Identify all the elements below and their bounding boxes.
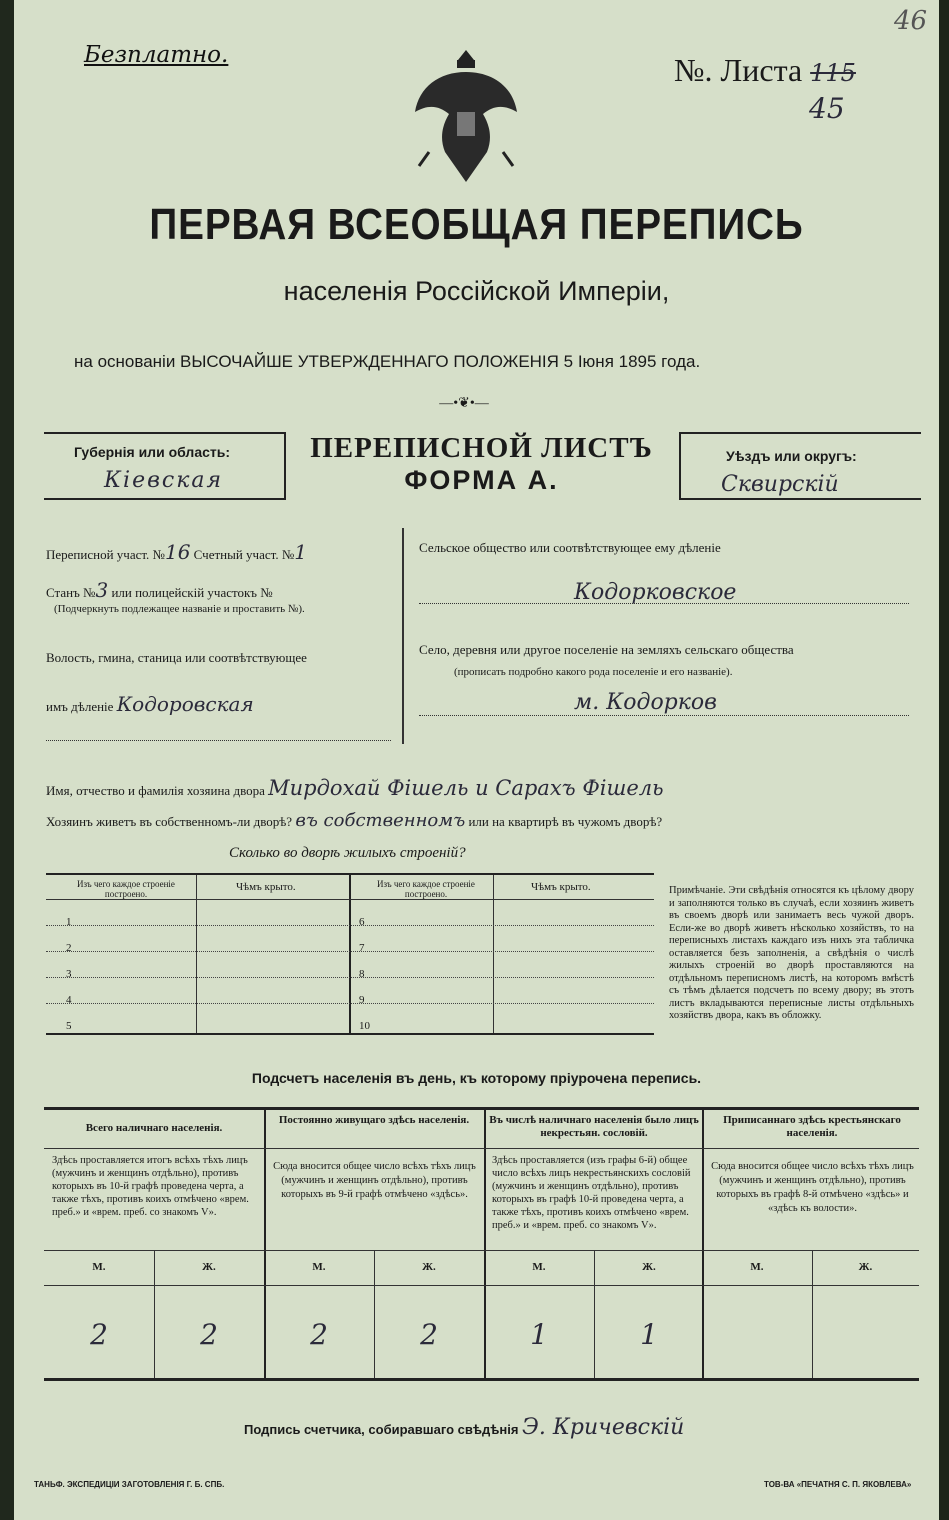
permanent-male-value: 2: [310, 1318, 328, 1351]
row-number: 2: [66, 942, 72, 954]
sheet-number-label: №. Листа 115: [674, 52, 856, 88]
legal-basis-line: на основаніи ВЫСОЧАЙШЕ УТВЕРЖДЕННАГО ПОЛОЖЕНІЯ 5 Іюня 1895 года.: [74, 352, 701, 371]
society-line: [419, 603, 909, 604]
population-title: Подсчетъ населенія въ день, къ которому пріурочена перепись.: [251, 1070, 702, 1086]
buildings-question: Сколько во дворѣ жилыхъ строеній?: [229, 845, 466, 861]
stan-line: Станъ №3 или полицейскій участокъ №: [46, 578, 273, 602]
footer-right: ТОВ-ВА «ПЕЧАТНЯ С. П. ЯКОВЛЕВА»: [764, 1480, 912, 1489]
assigned-header: Приписаннаго здѣсь крестьянскаго населенія.: [723, 1114, 901, 1139]
male-header: М.: [92, 1261, 106, 1273]
male-header: М.: [532, 1261, 546, 1273]
sheet-number-handwritten: 45: [809, 92, 845, 125]
row-number: 6: [359, 916, 365, 928]
non-peasant-header: Въ числѣ наличнаго населенія было лицъ некрестьян. сословій.: [489, 1114, 699, 1139]
row-number: 4: [66, 994, 72, 1006]
col-material-header: Изъ чего каждое строеніе построено.: [77, 879, 175, 899]
form-title: ПЕРЕПИСНОЙ ЛИСТЪ: [310, 432, 653, 464]
male-header: М.: [312, 1261, 326, 1273]
owner-line: Имя, отчество и фамилія хозяина двора Мирдохай Фішель и Сарахъ Фішель: [46, 776, 664, 800]
village-line: [419, 715, 909, 716]
non-peasant-female-value: 1: [640, 1318, 658, 1351]
village-label: Село, деревня или другое поселеніе на земляхъ сельскаго общества: [419, 642, 794, 657]
subtitle: населенія Россійской Имперіи,: [283, 276, 670, 306]
form-title-block: [284, 432, 679, 496]
census-section-line: Переписной участ. №16 Счетный участ. №1: [46, 540, 307, 564]
female-header: Ж.: [642, 1261, 656, 1273]
province-box: [44, 432, 286, 500]
total-present-header: Всего наличнаго населенія.: [85, 1122, 223, 1134]
census-form-page: [14, 0, 939, 1520]
col-roof-header-2: Чѣмъ крыто.: [531, 881, 591, 893]
society-label: Сельское общество или соотвѣтствующее ему дѣленіе: [419, 540, 721, 555]
rows-right: [359, 909, 370, 1039]
male-header: М.: [750, 1261, 764, 1273]
non-peasant-desc: Здѣсь проставляется (изъ графы 6-й) общее число всѣхъ лицъ некрестьянскихъ сословій (мужчинъ и женщинъ отдѣльно), противъ которыхъ въ графѣ 10-й проведена черта, а также тѣхъ, противъ коихъ отмѣчено «врем. преб.» и «врем. преб. со знакомъ V».: [492, 1155, 691, 1231]
main-title: ПЕРВАЯ ВСЕОБЩАЯ ПЕРЕПИСЬ: [149, 200, 804, 249]
buildings-table: [46, 873, 654, 1035]
row-number: 1: [66, 916, 72, 928]
female-header: Ж.: [858, 1261, 873, 1273]
female-header: Ж.: [422, 1261, 436, 1273]
signature-line: Подпись счетчика, собиравшаго свѣдѣнія Э. Кричевскій: [244, 1415, 685, 1440]
note-text: Примѣчаніе. Эти свѣдѣнія относятся къ цѣлому двору и заполняются только въ случаѣ, если хозяинъ живетъ въ своемъ дворѣ или занимаетъ весь чужой дворъ. Если-же во дворѣ живетъ нѣсколько хозяйствъ, то на переписныхъ листахъ каждаго изъ нихъ эта табличка оставляется безъ заполненія, а свѣдѣнія о числѣ жилыхъ строеній во дворѣ проставляются на отдѣльномъ переписномъ листѣ, на которомъ вмѣстѣ съ тѣмъ дѣлается подсчетъ по всему двору; въ этотъ листъ вкладываются переписные листы отдѣльныхъ хозяйствъ двора, какъ въ обложку.: [669, 885, 914, 1021]
permanent-female-value: 2: [420, 1318, 438, 1351]
col-material-header-2: Изъ чего каждое строеніе построено.: [377, 879, 475, 899]
non-peasant-male-value: 1: [530, 1318, 548, 1351]
district-box: [679, 432, 921, 500]
footer-left: ТАНЬФ. ЭКСПЕДИЦІИ ЗАГОТОВЛЕНІЯ Г. Б. СПБ.: [34, 1480, 225, 1489]
volost-extra-line: [46, 740, 391, 741]
free-label: Безплатно.: [84, 42, 229, 68]
village-note: (прописать подробно какого рода поселеніе и его названіе).: [454, 666, 733, 678]
corner-pencil-number: 46: [894, 6, 928, 36]
total-female-value: 2: [200, 1318, 218, 1351]
province-label: Губернія или область:: [74, 444, 231, 460]
row-number: 9: [359, 994, 365, 1006]
row-number: 3: [66, 968, 72, 980]
permanent-desc: Сюда вносится общее число всѣхъ тѣхъ лицъ (мужчинъ и женщинъ отдѣльно), противъ которыхъ въ 9-й графѣ отмѣчено «здѣсь».: [273, 1161, 476, 1200]
residence-line: Хозяинъ живетъ въ собственномъ-ли дворѣ? въ собственномъ или на квартирѣ въ чужомъ дворѣ?: [46, 810, 663, 831]
society-value: Кодорковское: [574, 580, 737, 605]
permanent-header: Постоянно живущаго здѣсь населенія.: [278, 1114, 470, 1126]
district-label: Уѣздъ или округъ:: [726, 448, 857, 464]
page-edge: [0, 0, 14, 1520]
female-header: Ж.: [202, 1261, 216, 1273]
row-number: 7: [359, 942, 365, 954]
volost-line: имъ дѣленіе Кодоровская: [46, 692, 254, 716]
ornament-divider: —•❦•—: [439, 396, 489, 411]
col-roof-header: Чѣмъ крыто.: [236, 881, 296, 893]
village-value: м. Кодорков: [574, 690, 717, 715]
volost-label: Волость, гмина, станица или соотвѣтствующее: [46, 650, 307, 665]
assigned-desc: Сюда вносится общее число всѣхъ тѣхъ лицъ (мужчинъ и женщинъ отдѣльно), противъ которыхъ въ графѣ 8-й отмѣчено «здѣсь» и «здѣсь къ волости».: [711, 1161, 914, 1214]
total-present-desc: Здѣсь проставляется итогъ всѣхъ тѣхъ лицъ (мужчинъ и женщинъ отдѣльно), противъ которыхъ въ 10-й графѣ проведена черта, а также тѣхъ, противъ коихъ отмѣчено «врем. преб.» и «врем. преб. со знакомъ V».: [52, 1155, 249, 1218]
form-subtitle: ФОРМА А.: [404, 465, 559, 495]
column-divider: [402, 528, 404, 744]
population-table: [44, 1107, 919, 1381]
double-headed-eagle-emblem: [409, 42, 524, 192]
total-male-value: 2: [90, 1318, 108, 1351]
rows-left: [66, 909, 72, 1039]
row-number: 5: [66, 1020, 72, 1032]
stan-note: (Подчеркнуть подлежащее названіе и проставить №).: [54, 603, 305, 615]
district-value: Сквирскій: [721, 472, 839, 497]
row-number: 10: [359, 1020, 370, 1032]
province-value: Кіевская: [104, 468, 224, 493]
row-number: 8: [359, 968, 365, 980]
